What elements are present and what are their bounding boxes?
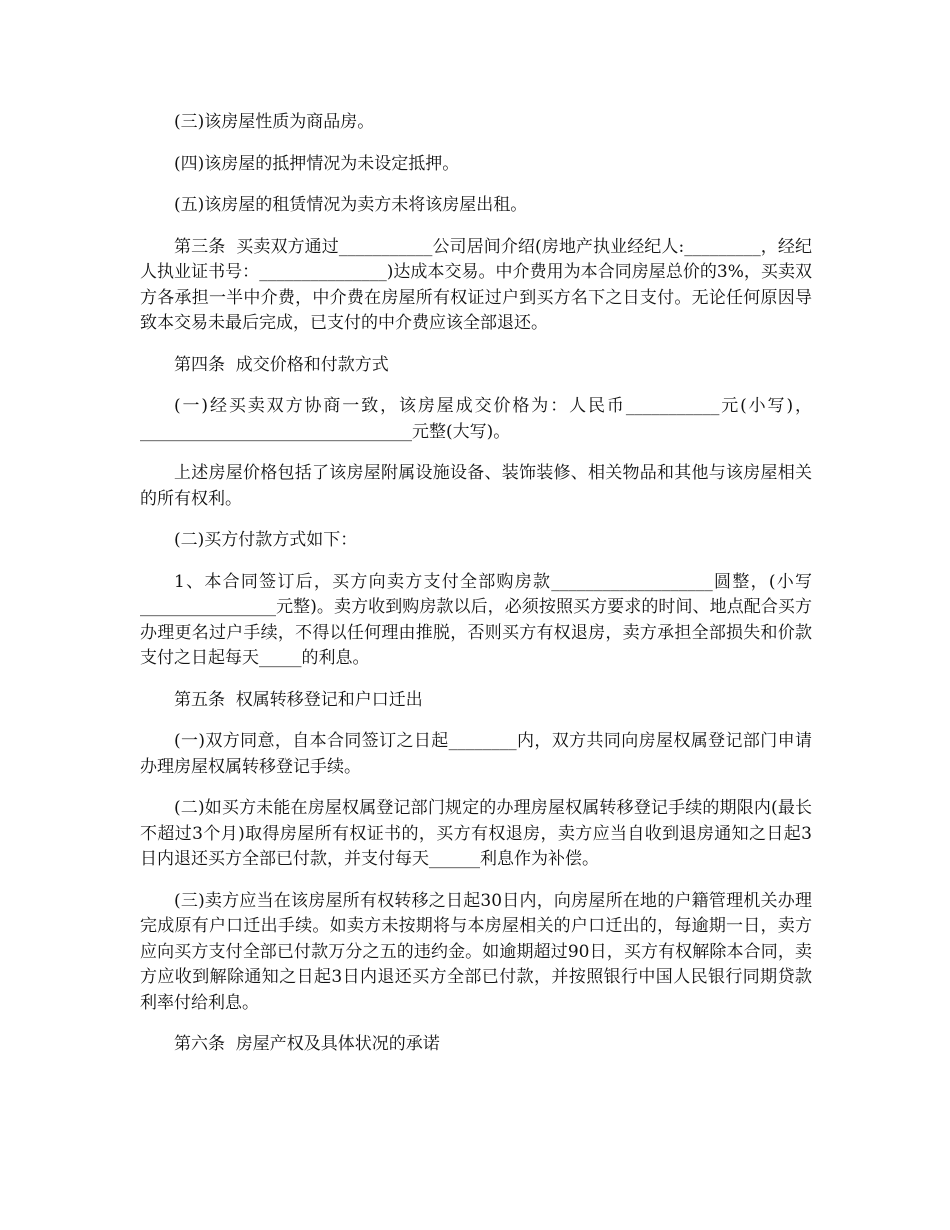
- clause-5-heading: 第五条 权属转移登记和户口迁出: [174, 689, 423, 710]
- clause-4-price: (一)经买卖双方协商一致，该房屋成交价格为：人民币___________元(小写)，________________________________元整(大写)。: [140, 396, 812, 442]
- paragraph-mortgage-status: (四)该房屋的抵押情况为未设定抵押。: [174, 153, 460, 174]
- clause-5-household-registration: (三)卖方应当在该房屋所有权转移之日起30日内，向房屋所在地的户籍管理机关办理完成原有户口迁出手续。如卖方未按期将与本房屋相关的户口迁出的，每逾期一日，卖方应向买方支付全部已付款万分之五的违约金。如逾期超过90日，买方有权解除本合同，卖方应收到解除通知之日起3日内退还买方全部已付款，并按照银行中国人民银行同期贷款利率付给利息。: [140, 890, 812, 1013]
- clause-4-payment-terms: 1、本合同签订后，买方向卖方支付全部购房款___________________圆整，(小写________________元整)。卖方收到购房款以后，必须按照买方要求的时间、地点配合买方办理更名过户手续，不得以任何理由推脱，否则买方有权退房，卖方承担全部损失和价款支付之日起每天_____的利息。: [140, 571, 812, 668]
- clause-4-heading: 第四条 成交价格和付款方式: [174, 354, 389, 375]
- clause-4-price-scope: 上述房屋价格包括了该房屋附属设施设备、装饰装修、相关物品和其他与该房屋相关的所有权利。: [140, 463, 812, 509]
- clause-5-refund: (二)如买方未能在房屋权属登记部门规定的办理房屋权属转移登记手续的期限内(最长不超过3个月)取得房屋所有权证书的，买方有权退房，卖方应当自收到退房通知之日起3日内退还买方全部已付款，并支付每天______利息作为补偿。: [140, 798, 812, 869]
- clause-3-agency: 第三条 买卖双方通过___________公司居间介绍(房地产执业经纪人:_________，经纪人执业证书号：_______________)达成本交易。中介费用为本合同房屋总价的3%，买卖双方各承担一半中介费，中介费在房屋所有权证过户到买方名下之日支付。无论任何原因导致本交易未最后完成，已支付的中介费应该全部退还。: [140, 236, 812, 333]
- clause-4-payment-heading: (二)买方付款方式如下：: [174, 530, 358, 550]
- document-body: [140, 110, 812, 1074]
- paragraph-lease-status: (五)该房屋的租赁情况为卖方未将该房屋出租。: [174, 195, 528, 215]
- clause-6-heading: 第六条 房屋产权及具体状况的承诺: [174, 1034, 440, 1054]
- clause-5-registration: (一)双方同意，自本合同签订之日起________内，双方共同向房屋权属登记部门申请办理房屋权属转移登记手续。: [140, 731, 812, 777]
- paragraph-property-nature: (三)该房屋性质为商品房。: [174, 112, 375, 132]
